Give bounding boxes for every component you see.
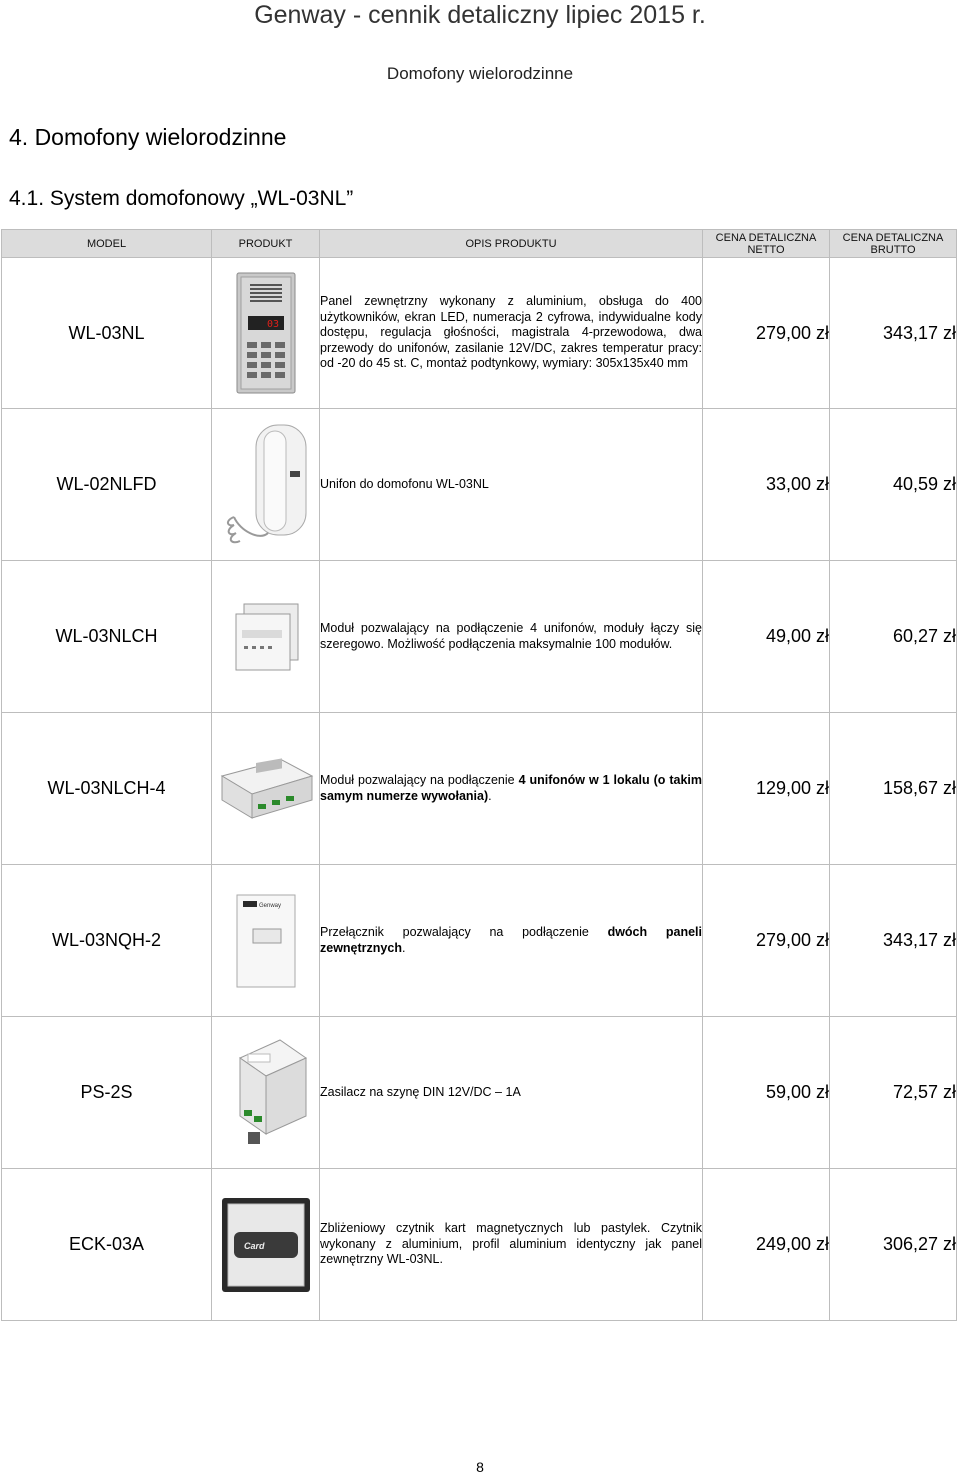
desc-part: Przełącznik pozwalający na podłączenie	[320, 925, 608, 939]
table-row	[2, 1169, 957, 1321]
desc-part: .	[488, 788, 492, 803]
row-model: WL-03NL	[2, 258, 212, 409]
row-description: Moduł pozwalający na podłączenie 4 unifonów, moduły łączy się szeregowo. Możliwość podłączenia maksymalnie 100 modułów.	[320, 561, 703, 713]
row-price-gross: 343,17 zł	[830, 865, 957, 1017]
handset-icon	[220, 421, 312, 549]
row-product-image	[212, 1169, 320, 1321]
col-header-net	[703, 230, 830, 258]
table-row	[2, 561, 957, 713]
row-product-image	[212, 713, 320, 865]
subsection-heading: 4.1. System domofonowy „WL-03NL”	[9, 187, 354, 210]
row-price-gross: 158,67 zł	[830, 713, 957, 865]
section-heading: 4. Domofony wielorodzinne	[9, 124, 287, 150]
desc-bold: 4 unifonów w 1 lokalu (o takim samym numerze wywołania)	[320, 773, 702, 803]
row-description	[320, 713, 703, 865]
row-description: Zasilacz na szynę DIN 12V/DC – 1A	[320, 1017, 703, 1169]
row-product-image	[212, 1017, 320, 1169]
table-row	[2, 713, 957, 865]
table-header-row	[2, 230, 957, 258]
col-header-gross-line2: BRUTTO	[870, 243, 916, 256]
row-product-image	[212, 258, 320, 409]
row-description: Zbliżeniowy czytnik kart magnetycznych lub pastylek. Czytnik wykonany z aluminium, profil aluminium identyczny jak panel zewnętrzny WL-03NL.	[320, 1169, 703, 1321]
row-price-gross: 306,27 zł	[830, 1169, 957, 1321]
row-model: WL-03NLCH	[2, 561, 212, 713]
row-price-gross: 343,17 zł	[830, 258, 957, 409]
row-product-image	[212, 561, 320, 713]
row-price-net: 33,00 zł	[703, 409, 830, 561]
col-header-product: PRODUKT	[212, 230, 320, 258]
panel-led-display: 03	[266, 319, 279, 330]
row-model: PS-2S	[2, 1017, 212, 1169]
price-table	[1, 229, 957, 1321]
switch-box-icon	[233, 893, 299, 989]
row-price-gross: 60,27 zł	[830, 561, 957, 713]
door-panel-icon	[236, 272, 296, 394]
row-price-net: 129,00 zł	[703, 713, 830, 865]
row-description: Unifon do domofonu WL-03NL	[320, 409, 703, 561]
table-row	[2, 409, 957, 561]
document-subtitle: Domofony wielorodzinne	[386, 64, 574, 83]
row-price-gross: 40,59 zł	[830, 409, 957, 561]
module-box-icon	[230, 600, 302, 674]
row-price-net: 49,00 zł	[703, 561, 830, 713]
card-reader-label: Card	[243, 1240, 265, 1251]
desc-bold: dwóch paneli zewnętrznych	[320, 925, 702, 955]
row-price-net: 279,00 zł	[703, 258, 830, 409]
table-row	[2, 258, 957, 409]
row-model: ECK-03A	[2, 1169, 212, 1321]
row-price-net: 249,00 zł	[703, 1169, 830, 1321]
row-model: WL-03NQH-2	[2, 865, 212, 1017]
row-model: WL-03NLCH-4	[2, 713, 212, 865]
row-price-net: 279,00 zł	[703, 865, 830, 1017]
row-product-image	[212, 865, 320, 1017]
card-reader-icon	[218, 1196, 314, 1294]
page-number: 8	[476, 1459, 484, 1475]
col-header-model: MODEL	[2, 230, 212, 258]
table-row	[2, 1017, 957, 1169]
row-description	[320, 865, 703, 1017]
row-description: Panel zewnętrzny wykonany z aluminium, obsługa do 400 użytkowników, ekran LED, numeracja 2 cyfrowa, indywidualne kody dostępu, regulacja głośności, magistrala 4-przewodowa, dwa przewody do unifonów, zasilanie 12V/DC, zakres temperatur pracy: od -20 do 45 st. C, montaż podtynkowy, wymiary: 305x135x40 mm	[320, 258, 703, 409]
desc-part: Moduł pozwalający na podłączenie	[320, 773, 519, 787]
desc-part: .	[401, 940, 406, 955]
col-header-gross	[830, 230, 957, 258]
col-header-description: OPIS PRODUKTU	[320, 230, 703, 258]
col-header-net-line1: CENA DETALICZNA	[715, 231, 817, 244]
din-module-icon	[216, 756, 316, 822]
col-header-net-line2: NETTO	[747, 243, 785, 256]
document-title: Genway - cennik detaliczny lipiec 2015 r.	[254, 1, 706, 29]
row-model: WL-02NLFD	[2, 409, 212, 561]
table-row	[2, 865, 957, 1017]
row-price-gross: 72,57 zł	[830, 1017, 957, 1169]
din-power-supply-icon	[220, 1034, 312, 1152]
row-price-net: 59,00 zł	[703, 1017, 830, 1169]
col-header-gross-line1: CENA DETALICZNA	[842, 231, 944, 244]
switch-brand-label: Genway	[258, 902, 281, 909]
row-product-image	[212, 409, 320, 561]
